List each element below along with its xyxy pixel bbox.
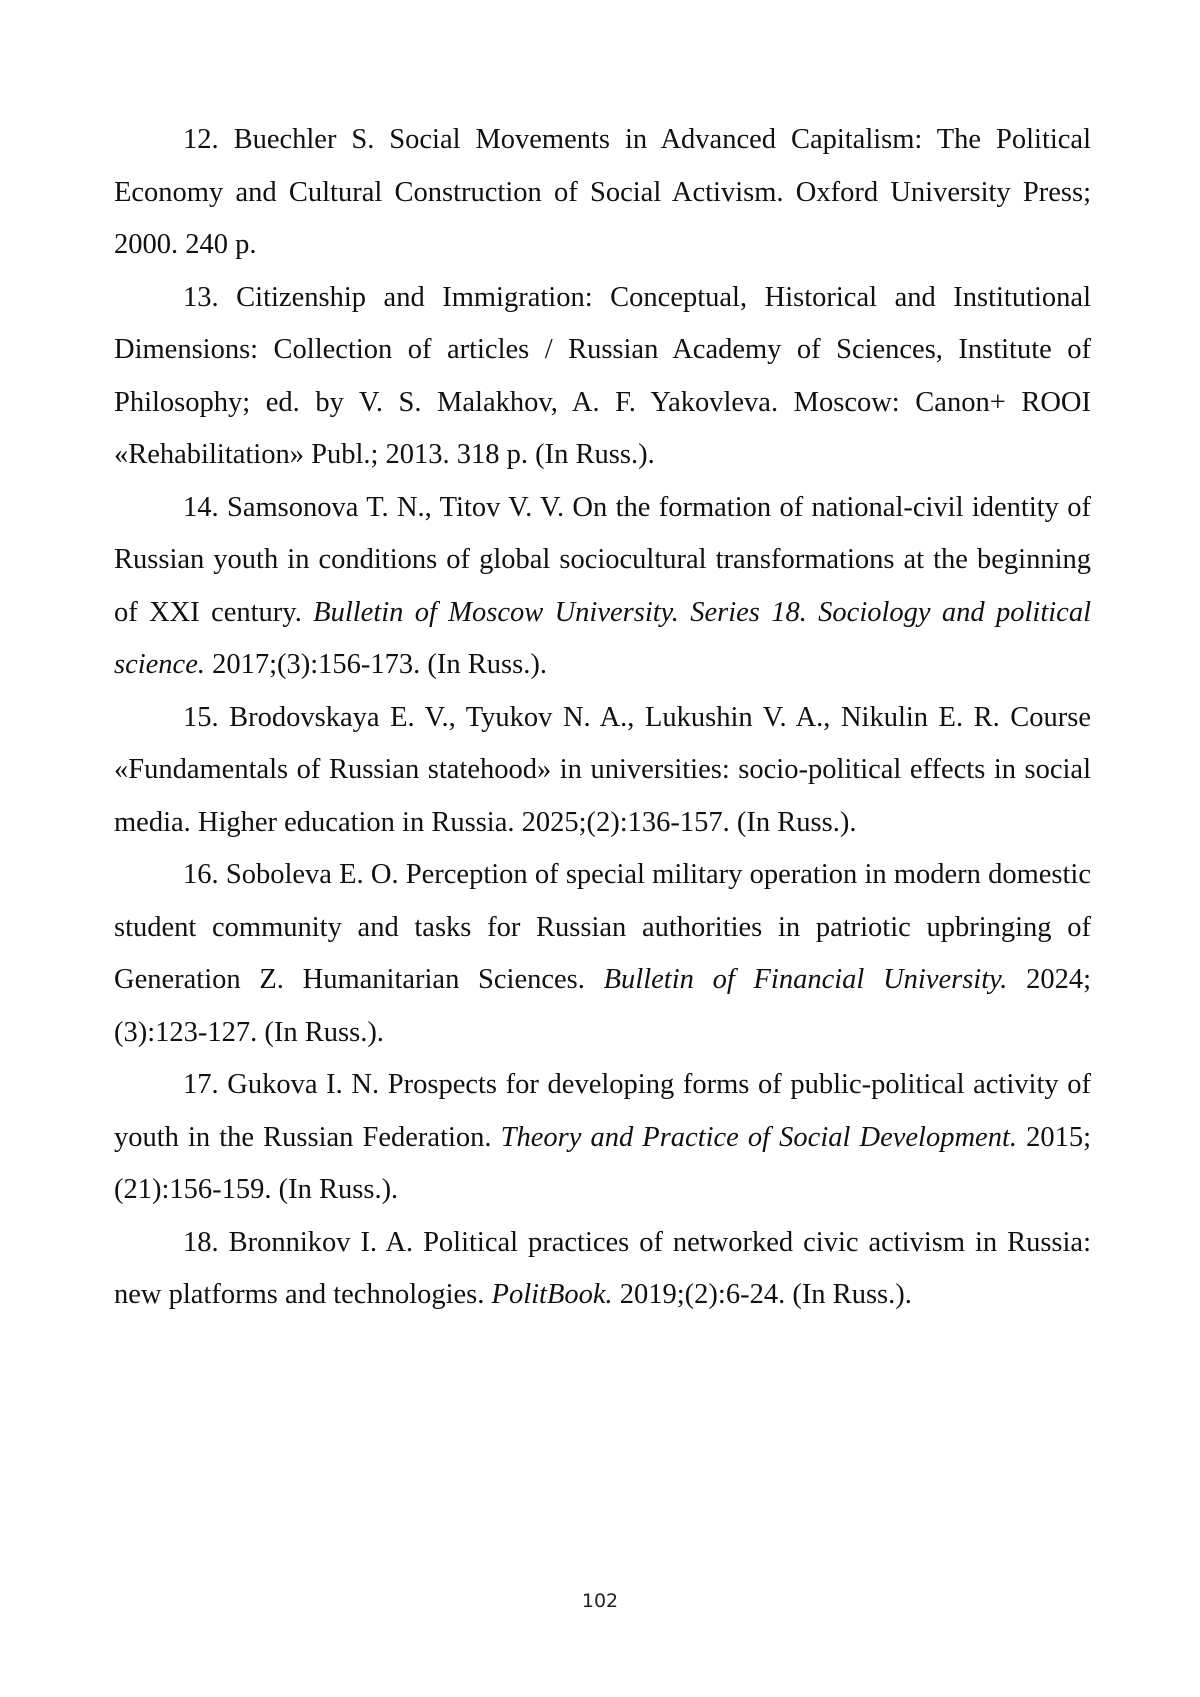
reference-number: 12. bbox=[183, 124, 219, 155]
reference-text: Buechler S. Social Movements in Advanced Capitalism: The Political Economy and Cultural Construction of Social Activism. Oxford University Press; 2000. 240 p. bbox=[114, 124, 1092, 260]
journal-title: Bulletin of Financial University. bbox=[603, 964, 1008, 995]
reference-details: 2015;(21):156-159. (In Russ.). bbox=[114, 1121, 1091, 1205]
reference-details: 2017;(3):156-173. (In Russ.). bbox=[204, 649, 547, 680]
reference-text: Brodovskaya E. V., Tyukov N. A., Lukushin V. A., Nikulin E. R. Course «Fundamentals of Russian statehood» in universities: socio-political effects in social media. Higher education in Russia. 2025;(2):136-157. (In Russ.). bbox=[114, 701, 1092, 838]
reference-number: 18. bbox=[183, 1226, 219, 1258]
journal-title: Theory and Practice of Social Development. bbox=[500, 1121, 1017, 1153]
reference-list bbox=[114, 114, 1091, 1322]
reference-number: 13. bbox=[183, 281, 219, 313]
journal-title: Bulletin of Moscow University. Series 18. Sociology and political science. bbox=[114, 596, 1091, 680]
reference-item-16 bbox=[114, 849, 1091, 1059]
reference-details: 2019;(2):6-24. (In Russ.). bbox=[612, 1279, 912, 1310]
reference-number: 16. bbox=[183, 859, 219, 890]
reference-text: Bronnikov I. A. Political practices of networked civic activism in Russia: new platforms and technologies. bbox=[114, 1226, 1091, 1310]
reference-number: 14. bbox=[183, 491, 219, 523]
reference-text: Citizenship and Immigration: Conceptual, Historical and Institutional Dimensions: Collection of articles / Russian Academy of Sciences, Institute of Philosophy; ed. by V. S. Malakhov, A. F. Yakovleva. Moscow: Canon+ ROOI «Rehabilitation» Publ.; 2013. 318 p. (In Russ.). bbox=[114, 281, 1091, 470]
reference-text: Gukova I. N. Prospects for developing forms of public-political activity of youth in the Russian Federation. bbox=[114, 1069, 1091, 1153]
journal-title: PolitBook. bbox=[491, 1279, 613, 1310]
reference-text: Samsonova T. N., Titov V. V. On the formation of national-civil identity of Russian youth in conditions of global sociocultural transformations at the beginning of XXI century. bbox=[114, 491, 1091, 628]
reference-item-15 bbox=[114, 692, 1091, 850]
page-number: 102 bbox=[581, 1590, 619, 1612]
reference-details: 2024;(3):123-127. (In Russ.). bbox=[114, 964, 1092, 1048]
reference-item-18 bbox=[114, 1217, 1091, 1322]
reference-item-13 bbox=[114, 272, 1091, 482]
reference-item-12 bbox=[114, 114, 1091, 272]
reference-text: Soboleva E. O. Perception of special military operation in modern domestic student community and tasks for Russian authorities in patriotic upbringing of Generation Z. Humanitarian Sciences. bbox=[114, 859, 1091, 995]
reference-item-14 bbox=[114, 482, 1091, 692]
reference-number: 17. bbox=[183, 1069, 219, 1100]
reference-number: 15. bbox=[183, 701, 219, 733]
reference-item-17 bbox=[114, 1059, 1091, 1217]
